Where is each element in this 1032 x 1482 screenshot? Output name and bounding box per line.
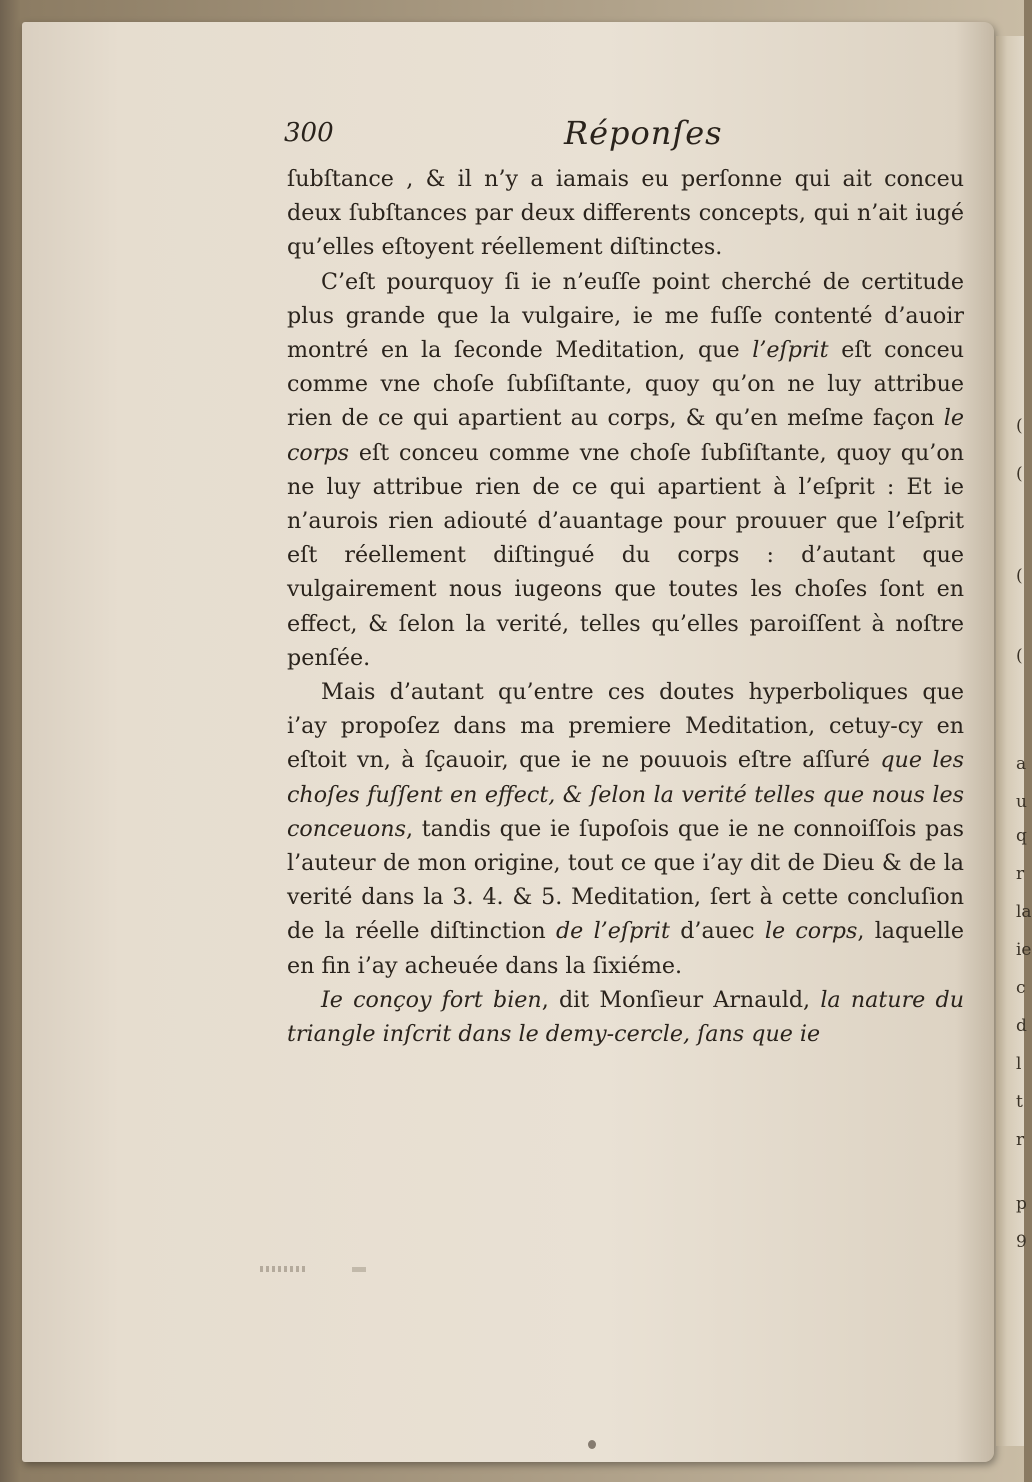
facing-page-fragment: 9	[1016, 1232, 1027, 1252]
facing-page-fragment: (	[1016, 416, 1023, 436]
italic-run: l’eſprit	[752, 337, 829, 364]
facing-page-fragment: u	[1016, 792, 1027, 812]
facing-page-fragment: q	[1016, 826, 1027, 846]
facing-page-fragment: (	[1016, 566, 1023, 586]
text-run: eſt conceu comme vne choſe ſubſiſtante, quoy qu’on ne luy attribue rien de ce qui apartient à l’eſprit : Et ie n’aurois rien adiouté d’auantage pour prouuer que l’eſprit eſt réellement diſtingué du corps : d’autant que vulgairement nous iugeons que toutes les choſes ſont en effect, & ſelon la verité, telles qu’elles paroiſſent à noſtre penſée.	[287, 439, 964, 671]
facing-page-fragment: (	[1016, 464, 1023, 484]
paragraph-1: ſubſtance , & il n’y a iamais eu perſonne qui ait conceu deux ſubſtances par deux differents concepts, qui n’ait iugé qu’elles eſtoyent réellement diſtinctes.	[287, 166, 964, 261]
facing-page-fragment: t	[1016, 1092, 1023, 1112]
paragraph-4	[287, 983, 964, 1051]
italic-run: le corps	[287, 405, 964, 466]
ink-spot	[588, 1440, 596, 1449]
facing-page-fragment: c	[1016, 978, 1026, 998]
text-run: C’eſt pourquoy ſi ie n’euſſe point cherché de certitude plus grande que la vulgaire, ie me fuſſe contenté d’auoir montré en la ſeconde Meditation, que	[287, 268, 964, 364]
facing-page-fragment: (	[1016, 646, 1023, 666]
facing-page-fragment: p	[1016, 1194, 1027, 1214]
facing-page-fragment: r	[1016, 864, 1025, 884]
ink-smudge	[260, 1266, 306, 1272]
text-run: Mais d’autant qu’entre ces doutes hyperboliques que i’ay propoſez dans ma premiere Meditation, cetuy-cy en eſtoit vn, à ſçauoir, que ie ne pouuois eſtre aſſuré	[287, 679, 964, 774]
facing-page-fragment: ie	[1016, 940, 1032, 960]
text-run: eſt conceu comme vne choſe ſubſiſtante, quoy qu’on ne luy attribue rien de ce qui apartient au corps, & qu’en meſme façon	[287, 337, 964, 432]
italic-run: le corps	[764, 918, 858, 945]
page-number: 300	[284, 118, 334, 148]
facing-page-fragment: l	[1016, 1054, 1022, 1074]
facing-page-fragment: r	[1016, 1130, 1025, 1150]
running-head	[284, 114, 964, 162]
facing-page-edge	[996, 36, 1032, 1446]
text-run: d’auec	[669, 918, 765, 945]
italic-run: que les choſes fuſſent en effect, & ſelon la verité telles que nous les conceuons	[287, 747, 964, 842]
italic-run: de l’eſprit	[555, 918, 670, 945]
text-run: , dit Monſieur Arnauld,	[541, 986, 821, 1013]
italic-run: la nature du triangle inſcrit dans le demy-cercle, ſans que ie	[287, 986, 965, 1048]
paragraph-3	[287, 675, 964, 983]
facing-page-fragment: d	[1016, 1016, 1027, 1036]
ink-smudge	[352, 1267, 366, 1272]
page-text-block	[284, 114, 965, 1051]
paragraph-2	[287, 265, 964, 675]
italic-run: Ie conçoy fort bien	[321, 986, 542, 1013]
running-title: Réponſes	[564, 114, 723, 152]
text-run: , tandis que ie ſupoſois que ie ne connoiſſois pas l’auteur de mon origine, tout ce que i’ay dit de Dieu & de la verité dans la 3. 4. & 5. Meditation, ſert à cette concluſion de la réelle diſtinction	[287, 815, 964, 945]
facing-page-fragment: la	[1016, 902, 1032, 922]
text-run: , laquelle en fin i’ay acheuée dans la ſixiéme.	[287, 918, 964, 979]
facing-page-fragment: a	[1016, 754, 1027, 774]
